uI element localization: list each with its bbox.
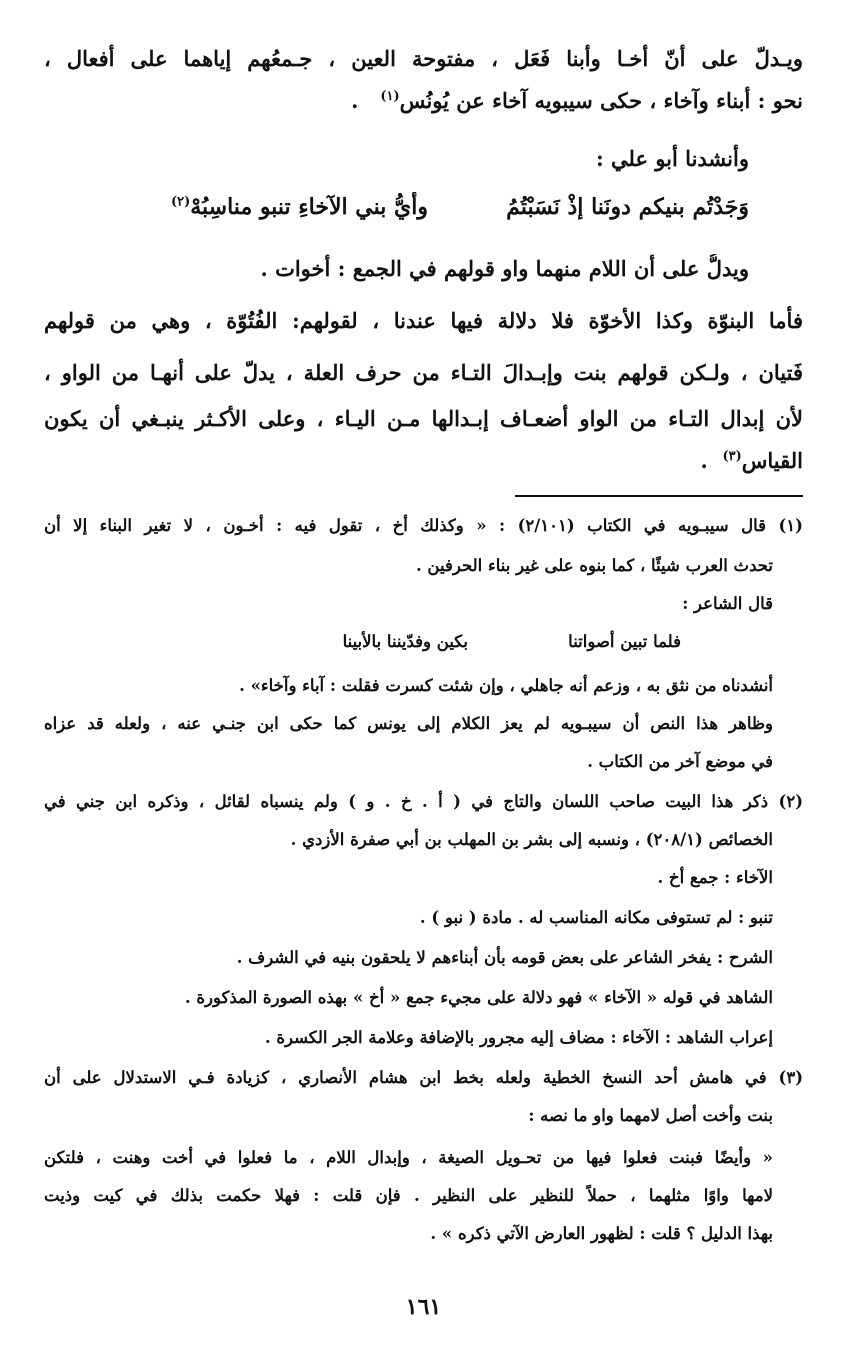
main-verse [44, 192, 803, 226]
period-2: . [700, 448, 708, 473]
main-verse-hemistich-1: وَجَدْتُم بنيكم دونَنا إذْ نَسَبْتُمُ [506, 194, 749, 220]
footnote-separator [515, 495, 803, 497]
main-verse-hemistich-2 [171, 192, 428, 222]
footnote-verse-hemistich-1: فلما تبين أصواتنا [568, 632, 681, 651]
footnote-line-15: بنت وأخت أصل لامهما واو ما نصه : [528, 1106, 773, 1125]
footnote-line-1: (١) قال سيبـويه في الكتاب (٢/١٠١) : « وكذلك أخ ، تقول فيه : أخـون ، لا تغير البناء إلا أن [44, 516, 803, 535]
book-page [44, 0, 803, 1363]
footnote-line-12: الشاهد في قوله « الآخاء » فهو دلالة على مجيء جمع « أخ » بهذه الصورة المذكورة . [184, 988, 773, 1007]
footnote-line-6: في موضع آخر من الكتاب . [587, 752, 773, 771]
footnote-line-13: إعراب الشاهد : الآخاء : مضاف إليه مجرور بالإضافة وعلامة الجر الكسرة . [264, 1028, 773, 1047]
footnote-line-9: الآخاء : جمع أخ . [657, 868, 773, 887]
main-line-1: ويـدلّ على أنّ أخـا وأبنا فَعَل ، مفتوحة العين ، جـمعُهم إياهما على أفعال ، [44, 46, 803, 71]
page-number: ١٦١ [405, 1294, 442, 1320]
main-line-7: لأن إبدال التـاء من الواو أضعـاف إبـدالها مـن اليـاء ، وعلى الأكـثر ينبـغي أن يكون [44, 406, 803, 431]
footnote-line-17: لامها واوًا مثلهما ، حملاً للنظير على النظير . فإن قلت : فهلا حكمت بذلك في كيت وذيت [44, 1186, 773, 1205]
footnote-ref-2: (٢) [170, 194, 191, 210]
main-verse-hemistich-2-text: وأيُّ بني الآخاءِ تنبو مناسِبُهْ [190, 194, 428, 220]
main-line-4: ويدلُّ على أن اللام منهما واو قولهم في الجمع : أخوات . [260, 256, 749, 281]
main-line-2-text: نحو : أبناء وآخاء ، حكى سيبويه آخاء عن يُونُس [399, 88, 803, 113]
period: . [351, 88, 359, 113]
footnote-line-4: أنشدناه من نثق به ، وزعم أنه جاهلي ، وإن شئت كسرت فقلت : آباء وآخاء» . [239, 676, 773, 695]
footnote-line-10: تنبو : لم تستوفى مكانه المناسب له . مادة ( نبو ) . [419, 908, 773, 927]
footnote-verse-hemistich-2: بكين وفدّيننا بالأبينا [342, 632, 468, 651]
footnote-line-5: وظاهر هذا النص أن سيبـويه لم يعز الكلام إلى يونس كما حكى ابن جنـي عنه ، ولعله قد عزاه [44, 714, 773, 733]
footnote-ref-3: (٣) [722, 449, 742, 464]
footnote-verse [44, 630, 803, 658]
footnote-line-14: (٣) في هامش أحد النسخ الخطية ولعله بخط ابن هشام الأنصاري ، كزيادة فـي الاستدلال على أن [44, 1068, 803, 1087]
footnote-ref-1: (١) [380, 89, 400, 104]
footnote-line-11: الشرح : يفخر الشاعر على بعض قومه بأن أبناءهم لا يلحقون بنيه في الشرف . [236, 948, 773, 967]
main-line-2 [44, 86, 803, 116]
main-line-3: وأنشدنا أبو علي : [595, 146, 749, 171]
main-line-5: فأما البنوّة وكذا الأخوّة فلا دلالة فيها عندنا ، لقولهم: الفُتُوّة ، وهي من قولهم [44, 308, 803, 333]
footnote-line-2: تحدث العرب شيئًا ، كما بنوه على غير بناء الحرفين . [415, 556, 773, 575]
footnote-line-3: قال الشاعر : [682, 594, 773, 613]
footnote-line-7: (٢) ذكر هذا البيت صاحب اللسان والتاج في ( أ . خ . و ) ولم ينسباه لقائل ، وذكره ابن جني في [44, 792, 803, 811]
main-line-8 [44, 446, 803, 476]
footnote-line-18: بهذا الدليل ؟ قلت : لظهور العارض الآتي ذكره » . [430, 1224, 773, 1243]
main-line-8-text: القياس [741, 448, 803, 473]
footnote-line-16: « وأيضًا فبنت فعلوا فيها من تحـويل الصيغة ، وإبدال اللام ، ما فعلوا في أخت وهنت ، فلتكن [44, 1148, 773, 1167]
main-line-6: فَتيان ، ولـكن قولهم بنت وإبـدالَ التـاء من حرف العلة ، يدلّ على أنهـا من الواو ، [44, 360, 803, 385]
footnote-line-8: الخصائص (٢٠٨/١) ، ونسبه إلى بشر بن المهلب بن أبي صفرة الأزدي . [290, 830, 773, 849]
